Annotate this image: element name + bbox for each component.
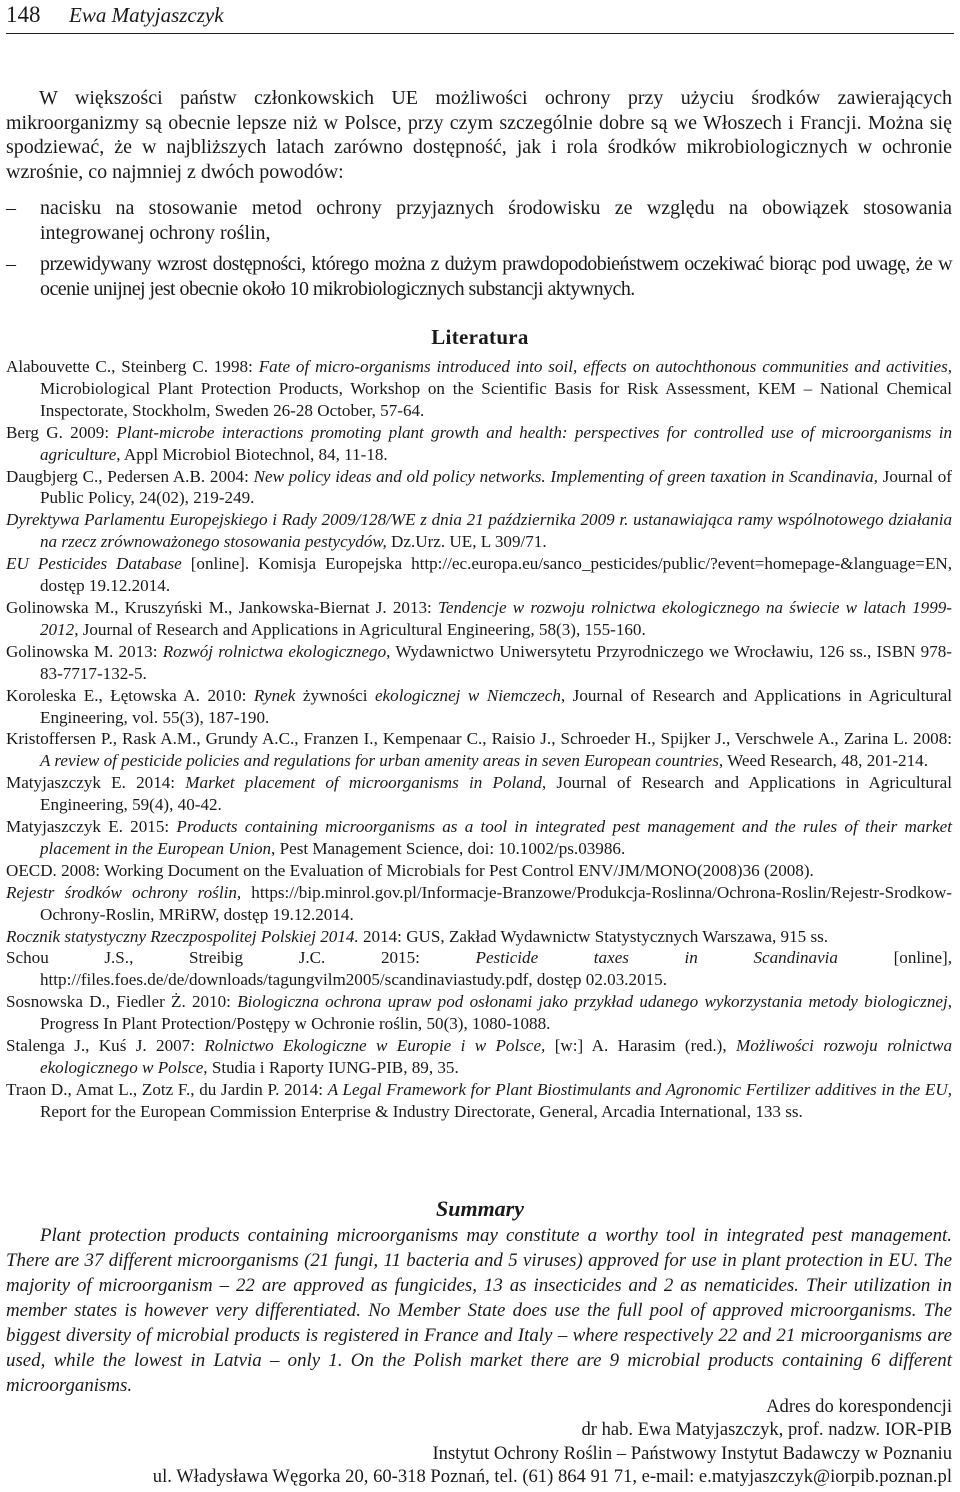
reference-entry bbox=[6, 553, 952, 597]
reference-italic-part: Rozwój rolnictwa ekologicznego bbox=[162, 641, 387, 661]
list-item bbox=[6, 252, 952, 301]
reference-text-part: Schou J.S., Streibig J.C. 2015: bbox=[6, 948, 476, 968]
literature-heading: Literatura bbox=[431, 325, 529, 349]
reference-italic-part: Możliwości rozwoju rolnictwa ekologicznego w Polsce bbox=[40, 1036, 952, 1077]
reference-text-part: https://bip.minrol.gov.pl/Informacje-Branzowe/Produkcja-Roslinna/Ochrona-Roslin/Rejestr-Srodkow-Ochrony-Roslin, MRiRW, dostęp 19.12.2014. bbox=[40, 882, 952, 924]
reference-text-part: Alabouvette C., Steinberg C. 1998: bbox=[6, 357, 259, 376]
reference-entry bbox=[6, 772, 952, 816]
reference-text-part: , Progress In Plant Protection/Postępy w Ochronie roślin, 50(3), 1080-1088. bbox=[40, 992, 952, 1034]
reference-text-part: OECD. 2008: Working Document on the Evaluation of Microbials for Pest Control ENV/JM/MONO(2008)36 (2008). bbox=[6, 860, 814, 880]
reference-entry bbox=[6, 947, 952, 991]
address-heading: Adres do korespondencji bbox=[766, 1396, 952, 1417]
reference-entry bbox=[6, 685, 952, 729]
reference-text-part: , Journal of Research and Applications in Agricultural Engineering, vol. 55(3), 187-190. bbox=[40, 685, 952, 727]
street-contact: ul. Władysława Węgorka 20, 60-318 Poznań, tel. (61) 864 91 71, e-mail: e.matyjaszczyk@iorpib.poznan.pl bbox=[152, 1465, 952, 1487]
reference-text-part: , Microbiological Plant Protection Products, Workshop on the Scientific Basis for Risk Assessment, KEM – National Chemical Inspectorate, Stockholm, Sweden 26-28 October, 57-64. bbox=[40, 357, 953, 420]
reference-text-part: Koroleska E., Łętowska A. 2010: bbox=[6, 685, 254, 705]
header-rule bbox=[6, 33, 954, 34]
reference-entry bbox=[6, 882, 952, 926]
reference-entry bbox=[6, 991, 952, 1035]
list-item-text: nacisku na stosowanie metod ochrony przyjaznych środowisku ze względu na obowiązek stosowania integrowanej ochrony roślin, bbox=[40, 197, 952, 244]
reference-text-part: Stalenga J., Kuś J. 2007: bbox=[6, 1036, 205, 1056]
reference-entry bbox=[6, 597, 952, 641]
reference-text-part: , Pest Management Science, doi: 10.1002/ps.03986. bbox=[271, 838, 626, 858]
reference-text-part: Berg G. 2009: bbox=[6, 422, 117, 442]
reference-list bbox=[6, 356, 952, 1123]
reference-text-part: 2014: GUS, Zakład Wydawnictw Statystycznych Warszawa, 915 ss. bbox=[358, 926, 829, 946]
reference-entry bbox=[6, 816, 952, 860]
reference-italic-part: ekologicznej w Niemczech bbox=[374, 685, 561, 705]
reference-text-part: żywności bbox=[295, 685, 375, 705]
intro-paragraph: W większości państw członkowskich UE możliwości ochrony przy użyciu środków zawierających mikroorganizmy są obecnie lepsze niż w Polsce, przy czym szczególnie dobre są we Włoszech i Francji. Można się spodziewać, że w najbliższych latach zarówno dostępność, jak i rola środków mikrobiologicznych w ochronie wzrośnie, co najmniej z dwóch powodów: bbox=[6, 87, 952, 183]
reference-italic-part: Market placement of microorganisms in Poland bbox=[185, 773, 542, 793]
reference-entry bbox=[6, 926, 952, 948]
reference-text-part: Report for the European Commission Enterprise & Industry Directorate, General, Arcadia International, 133 ss. bbox=[40, 1101, 803, 1121]
reference-entry bbox=[6, 422, 952, 466]
reference-text-part: [online]. Komisja Europejska http://ec.europa.eu/sanco_pesticides/public/?event=homepage-&language=EN, dostęp 19.12.2014. bbox=[40, 554, 952, 596]
reference-entry bbox=[6, 641, 952, 685]
reference-text-part: [w:] A. Harasim (red.), bbox=[545, 1036, 737, 1056]
reference-italic-part: Dyrektywa Parlamentu Europejskiego i Rady 2009/128/WE z dnia 21 października 2009 r. ustanawiająca ramy wspólnotowego działania na rzecz zrównoważonego stosowania pestycydów, bbox=[6, 510, 952, 552]
reference-text-part: Matyjaszczyk E. 2014: bbox=[6, 773, 186, 793]
list-item-text: przewidywany wzrost dostępności, którego można z dużym prawdopodobieństwem oczekiwać biorąc pod uwagę, że w ocenie unijnej jest obecnie około 10 mikrobiologicznych substancji aktywnych. bbox=[40, 253, 952, 300]
reference-entry bbox=[6, 356, 952, 422]
reference-text-part: Sosnowska D., Fiedler Ż. 2010: bbox=[6, 992, 238, 1012]
list-dash: – bbox=[6, 197, 16, 219]
reference-text-part: Daugbjerg C., Pedersen A.B. 2004: bbox=[6, 466, 254, 486]
reference-entry bbox=[6, 1079, 952, 1123]
reference-text-part: Dz.Urz. UE, L 309/71. bbox=[386, 532, 547, 552]
reference-text-part: , Studia i Raporty IUNG-PIB, 89, 35. bbox=[203, 1058, 459, 1077]
reference-text-part: Matyjaszczyk E. 2015: bbox=[6, 817, 177, 837]
reference-entry bbox=[6, 728, 952, 772]
reference-italic-part: A Legal Framework for Plant Biostimulants and Agronomic Fertilizer additives in the EU, bbox=[327, 1079, 952, 1099]
reference-italic-part: Rocznik statystyczny Rzeczpospolitej Polskiej 2014. bbox=[6, 926, 359, 946]
list-dash: – bbox=[6, 253, 16, 275]
reference-italic-part: Products containing microorganisms as a tool in integrated pest management and the rules of their market placement in the European Union bbox=[40, 817, 952, 858]
page-header bbox=[6, 0, 954, 34]
reference-entry bbox=[6, 860, 952, 882]
summary-paragraph: Plant protection products containing microorganisms may constitute a worthy tool in integrated pest management. There are 37 different microorganisms (21 fungi, 11 bacteria and 5 viruses) approved for use in plant protection in EU. The majority of microorganism – 22 are approved as fungicides, 13 as insecticides and 2 as nematicides. Their utilization in member states is however very differentiated. No Member State does use the full pool of approved microorganisms. The biggest diversity of microbial products is registered in France and Italy – where respectively 22 and 21 microorganisms are used, while the lowest in Latvia – only 1. On the Polish market there are 9 microbial products containing 6 different microorganisms. bbox=[6, 1225, 952, 1396]
summary-heading: Summary bbox=[435, 1196, 525, 1221]
reference-entry bbox=[6, 509, 952, 553]
reference-italic-part: Rynek bbox=[253, 685, 296, 705]
list-item bbox=[6, 196, 952, 245]
author-name: dr hab. Ewa Matyjaszczyk, prof. nadzw. IOR-PIB bbox=[581, 1419, 952, 1441]
reference-text-part: Golinowska M., Kruszyński M., Jankowska-Biernat J. 2013: bbox=[6, 597, 438, 617]
reference-text-part: Golinowska M. 2013: bbox=[6, 641, 163, 661]
reference-italic-part: Plant-microbe interactions promoting plant growth and health: perspectives for controlled use of microorganisms in agriculture bbox=[40, 422, 952, 464]
reference-text-part: [online], http://files.foes.de/de/downloads/tagungvilm2005/scandinaviastudy.pdf, dostęp 02.03.2015. bbox=[40, 948, 952, 990]
reference-entry bbox=[6, 1035, 952, 1079]
reference-text-part: , Appl Microbiol Biotechnol, 84, 11-18. bbox=[116, 444, 388, 464]
reference-italic-part: Fate of micro-organisms introduced into soil, effects on autochthonous communities and activities bbox=[258, 357, 948, 376]
reference-text-part: , Wydawnictwo Uniwersytetu Przyrodniczego we Wrocławiu, 126 ss., ISBN 978-83-7717-132-5. bbox=[40, 641, 953, 683]
reference-italic-part: Pesticide taxes in Scandinavia bbox=[475, 948, 838, 968]
reference-text-part: , Journal of Research and Applications in Agricultural Engineering, 58(3), 155-160. bbox=[74, 619, 646, 639]
running-head: Ewa Matyjaszczyk bbox=[69, 3, 224, 27]
reference-text-part: Traon D., Amat L., Zotz F., du Jardin P. 2014: bbox=[6, 1079, 328, 1099]
reference-text-part: Weed Research, 48, 201-214. bbox=[723, 751, 928, 771]
correspondence-address bbox=[12, 1395, 952, 1488]
reference-italic-part: New policy ideas and old policy networks. Implementing of green taxation in Scandinavia, bbox=[253, 466, 878, 486]
reference-text-part: , Journal of Research and Applications in Agricultural Engineering, 59(4), 40-42. bbox=[40, 773, 953, 815]
institute-name: Instytut Ochrony Roślin – Państwowy Instytut Badawczy w Poznaniu bbox=[432, 1442, 952, 1464]
reference-text-part: Kristoffersen P., Rask A.M., Grundy A.C., Franzen I., Kempenaar C., Raisio J., Schroeder H., Spijker J., Verschwele A., Zarina L. 2008: bbox=[6, 729, 952, 749]
reference-italic-part: EU Pesticides Database bbox=[6, 554, 182, 574]
reference-italic-part: A review of pesticide policies and regulations for urban amenity areas in seven European countries, bbox=[40, 751, 724, 771]
reference-text-part: Journal of Public Policy, 24(02), 219-249. bbox=[40, 466, 952, 508]
reference-italic-part: Biologiczna ochrona upraw pod osłonami jako przykład udanego wykorzystania metody biologicznej bbox=[237, 992, 948, 1012]
reference-italic-part: Rolnictwo Ekologiczne w Europie i w Polsce, bbox=[204, 1036, 546, 1056]
reference-italic-part: Tendencje w rozwoju rolnictwa ekologicznego na świecie w latach 1999-2012 bbox=[40, 597, 952, 639]
page-number: 148 bbox=[6, 2, 41, 27]
reference-italic-part: Rejestr środków ochrony roślin, bbox=[6, 882, 242, 902]
reference-entry bbox=[6, 466, 952, 510]
